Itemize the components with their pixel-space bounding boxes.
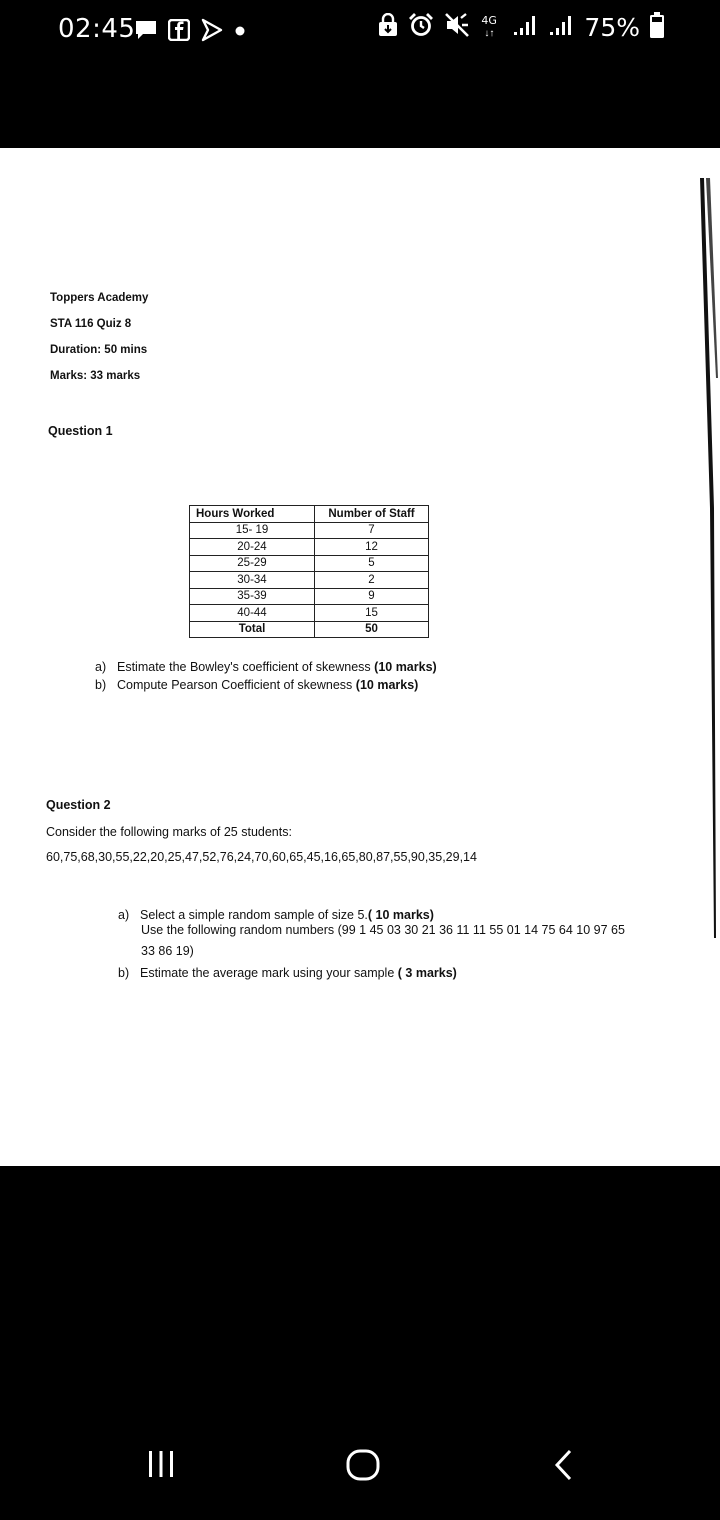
q2-a-random-numbers-cont: 33 86 19) (141, 944, 194, 958)
q2-part-a (118, 908, 434, 922)
table-row (190, 555, 429, 572)
table-header-staff: Number of Staff (315, 506, 429, 523)
q2-part-b (118, 966, 457, 980)
q2-a-marks: ( 10 marks) (367, 908, 434, 922)
play-icon (200, 18, 224, 47)
frequency-table (189, 505, 429, 638)
table-cell: 7 (315, 522, 429, 539)
network-4g-icon: 4G ↓↑ (481, 13, 497, 39)
table-row (190, 588, 429, 605)
status-time: 02:45 (58, 14, 136, 44)
chat-icon (134, 19, 158, 46)
quiz-duration: Duration: 50 mins (50, 344, 148, 356)
home-button[interactable] (345, 1448, 381, 1487)
q1-a-text: Estimate the Bowley's coefficient of skewness (117, 660, 371, 674)
table-row (190, 605, 429, 622)
q1-a-marks: (10 marks) (374, 660, 437, 674)
signal-icon (512, 14, 538, 41)
question1-title: Question 1 (48, 424, 113, 438)
table-row (190, 522, 429, 539)
page-edge-shadow (698, 178, 720, 938)
battery-percent: 75% (584, 13, 640, 42)
table-cell: 15- 19 (190, 522, 315, 539)
quiz-title: STA 116 Quiz 8 (50, 318, 132, 330)
q2-intro: Consider the following marks of 25 students: (46, 825, 292, 839)
school-name: Toppers Academy (50, 292, 149, 304)
q2-b-label: b) (118, 966, 130, 980)
q2-a-text: Select a simple random sample of size 5. (140, 908, 368, 922)
q2-b-marks: ( 3 marks) (397, 966, 457, 980)
facebook-icon (168, 19, 190, 46)
system-icons (378, 12, 664, 43)
home-icon (345, 1448, 381, 1482)
table-total-row (190, 621, 429, 638)
table-cell: 9 (315, 588, 429, 605)
battery-icon (650, 12, 664, 43)
q1-a-label: a) (95, 660, 107, 674)
back-icon (548, 1448, 578, 1482)
table-row (190, 539, 429, 556)
back-button[interactable] (548, 1448, 578, 1487)
table-cell: 40-44 (190, 605, 315, 622)
document-image[interactable] (0, 148, 720, 1166)
q2-a-label: a) (118, 908, 130, 922)
table-cell: 12 (315, 539, 429, 556)
dot-icon (234, 24, 246, 42)
table-cell: Total (190, 621, 315, 638)
q1-b-label: b) (95, 678, 107, 692)
recent-apps-icon (143, 1448, 179, 1480)
recent-apps-button[interactable] (143, 1448, 179, 1485)
q1-part-b (95, 678, 418, 692)
table-row (190, 572, 429, 589)
table-cell: 25-29 (190, 555, 315, 572)
q2-a-random-numbers: Use the following random numbers (99 1 45 03 30 21 36 11 11 55 01 14 75 64 10 97 65 (141, 923, 625, 937)
table-cell: 50 (315, 621, 429, 638)
q1-b-marks: (10 marks) (355, 678, 419, 692)
table-cell: 30-34 (190, 572, 315, 589)
table-cell: 2 (315, 572, 429, 589)
q2-marks-list: 60,75,68,30,55,22,20,25,47,52,76,24,70,60,65,45,16,65,80,87,55,90,35,29,14 (46, 850, 477, 864)
q1-part-a (95, 660, 437, 674)
notification-icons (134, 18, 246, 47)
alarm-icon (408, 12, 434, 43)
q1-b-text: Compute Pearson Coefficient of skewness (117, 678, 353, 692)
table-header-hours: Hours Worked (190, 506, 315, 523)
table-cell: 15 (315, 605, 429, 622)
quiz-marks: Marks: 33 marks (50, 370, 141, 382)
q2-b-text: Estimate the average mark using your sample (140, 966, 395, 980)
signal-icon (548, 14, 574, 41)
mute-icon (444, 12, 470, 43)
table-cell: 20-24 (190, 539, 315, 556)
lock-save-icon (378, 13, 398, 42)
table-cell: 5 (315, 555, 429, 572)
status-bar (0, 0, 720, 60)
table-header-row (190, 506, 429, 523)
table-cell: 35-39 (190, 588, 315, 605)
network-label: 4G (481, 13, 497, 27)
question2-title: Question 2 (46, 798, 111, 812)
